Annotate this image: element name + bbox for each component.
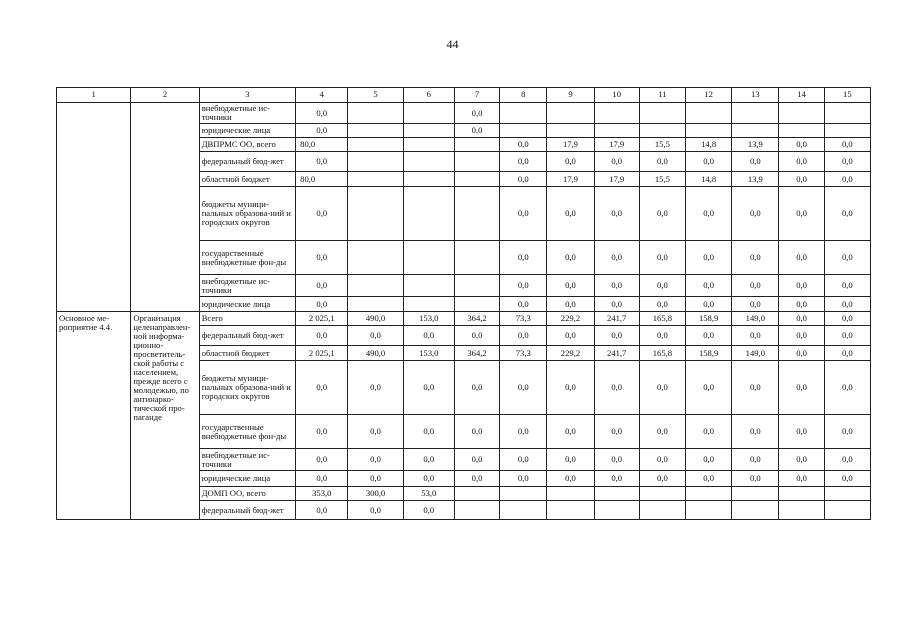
value-cell: 0,0	[779, 297, 824, 312]
value-cell: 0,0	[732, 361, 779, 415]
value-cell: 0,0	[594, 471, 639, 487]
value-cell	[779, 103, 824, 124]
value-cell	[732, 124, 779, 138]
value-cell: 0,0	[348, 449, 403, 471]
value-cell: 0,0	[296, 449, 348, 471]
value-cell: 229,2	[547, 346, 594, 361]
value-cell	[779, 487, 824, 501]
value-cell: 0,0	[779, 138, 824, 152]
value-cell	[594, 103, 639, 124]
value-cell: 0,0	[348, 415, 403, 449]
measure-description-cell: Организация целенаправлен-ной информа-ционно-просветитель-ской работы с населением, прежде всего с молодежью, по антинарко-тической про-паганде	[131, 312, 199, 520]
value-cell: 2 025,1	[296, 312, 348, 326]
value-cell: 0,0	[296, 275, 348, 297]
value-cell	[639, 501, 685, 520]
measure-cell-empty	[57, 103, 131, 312]
column-header-7: 7	[454, 88, 499, 103]
value-cell: 15,5	[639, 172, 685, 187]
funding-source-label: бюджеты муници-пальных образова-ний и городских округов	[199, 187, 295, 241]
value-cell: 0,0	[296, 326, 348, 346]
value-cell	[547, 487, 594, 501]
value-cell: 0,0	[296, 501, 348, 520]
value-cell: 0,0	[296, 241, 348, 275]
value-cell: 0,0	[500, 152, 547, 172]
value-cell: 17,9	[547, 138, 594, 152]
value-cell: 80,0	[296, 172, 348, 187]
value-cell: 0,0	[824, 241, 870, 275]
value-cell: 0,0	[686, 326, 732, 346]
value-cell: 0,0	[500, 415, 547, 449]
value-cell: 0,0	[732, 152, 779, 172]
value-cell: 0,0	[500, 275, 547, 297]
value-cell: 0,0	[500, 449, 547, 471]
value-cell	[779, 124, 824, 138]
value-cell: 0,0	[454, 449, 499, 471]
table-row	[57, 103, 871, 124]
value-cell	[454, 297, 499, 312]
value-cell	[547, 124, 594, 138]
value-cell: 165,8	[639, 312, 685, 326]
value-cell: 0,0	[732, 471, 779, 487]
funding-source-label: внебюджетные ис-точники	[199, 103, 295, 124]
value-cell: 80,0	[296, 138, 348, 152]
value-cell: 13,9	[732, 138, 779, 152]
value-cell	[500, 501, 547, 520]
value-cell: 0,0	[547, 275, 594, 297]
funding-source-label: государственные внебюджетные фон-ды	[199, 241, 295, 275]
value-cell	[824, 501, 870, 520]
value-cell: 241,7	[594, 346, 639, 361]
value-cell: 0,0	[732, 297, 779, 312]
value-cell: 0,0	[824, 172, 870, 187]
value-cell: 0,0	[547, 152, 594, 172]
value-cell: 0,0	[639, 415, 685, 449]
value-cell: 0,0	[296, 361, 348, 415]
value-cell	[348, 103, 403, 124]
value-cell: 0,0	[403, 501, 454, 520]
value-cell: 0,0	[500, 471, 547, 487]
value-cell: 17,9	[594, 172, 639, 187]
value-cell: 0,0	[824, 138, 870, 152]
value-cell: 0,0	[824, 415, 870, 449]
value-cell	[500, 103, 547, 124]
description-cell-empty	[131, 103, 199, 312]
value-cell: 15,5	[639, 138, 685, 152]
value-cell	[403, 152, 454, 172]
value-cell: 17,9	[594, 138, 639, 152]
value-cell: 229,2	[547, 312, 594, 326]
value-cell: 0,0	[686, 471, 732, 487]
value-cell: 0,0	[454, 415, 499, 449]
value-cell: 0,0	[454, 326, 499, 346]
value-cell	[547, 501, 594, 520]
funding-source-label: федеральный бюд-жет	[199, 501, 295, 520]
value-cell: 0,0	[594, 297, 639, 312]
value-cell	[348, 187, 403, 241]
value-cell: 0,0	[500, 138, 547, 152]
value-cell: 165,8	[639, 346, 685, 361]
value-cell: 0,0	[732, 275, 779, 297]
value-cell: 0,0	[594, 275, 639, 297]
funding-source-label: государственные внебюджетные фон-ды	[199, 415, 295, 449]
page-number: 44	[446, 37, 459, 51]
value-cell: 0,0	[639, 471, 685, 487]
value-cell: 0,0	[824, 326, 870, 346]
value-cell: 0,0	[779, 152, 824, 172]
value-cell: 0,0	[639, 297, 685, 312]
value-cell: 0,0	[348, 326, 403, 346]
value-cell: 0,0	[779, 361, 824, 415]
value-cell: 0,0	[500, 241, 547, 275]
value-cell: 14,8	[686, 172, 732, 187]
value-cell	[454, 187, 499, 241]
value-cell: 0,0	[500, 172, 547, 187]
value-cell: 0,0	[779, 187, 824, 241]
value-cell: 0,0	[779, 415, 824, 449]
value-cell	[686, 124, 732, 138]
value-cell: 0,0	[594, 152, 639, 172]
funding-source-label: бюджеты муници-пальных образова-ний и городских округов	[199, 361, 295, 415]
value-cell	[348, 241, 403, 275]
column-header-6: 6	[403, 88, 454, 103]
funding-source-label: ДОМП ОО, всего	[199, 487, 295, 501]
value-cell: 53,0	[403, 487, 454, 501]
value-cell: 0,0	[824, 187, 870, 241]
value-cell	[639, 487, 685, 501]
value-cell: 490,0	[348, 346, 403, 361]
funding-source-label: областной бюджет	[199, 346, 295, 361]
value-cell	[454, 172, 499, 187]
value-cell: 300,0	[348, 487, 403, 501]
value-cell	[500, 487, 547, 501]
funding-source-label: областной бюджет	[199, 172, 295, 187]
value-cell: 0,0	[403, 415, 454, 449]
value-cell: 149,0	[732, 346, 779, 361]
value-cell	[403, 103, 454, 124]
value-cell	[348, 124, 403, 138]
value-cell: 0,0	[824, 471, 870, 487]
value-cell: 0,0	[779, 312, 824, 326]
value-cell: 0,0	[547, 326, 594, 346]
value-cell	[348, 138, 403, 152]
value-cell: 0,0	[779, 172, 824, 187]
value-cell	[594, 501, 639, 520]
value-cell	[639, 124, 685, 138]
value-cell: 0,0	[403, 471, 454, 487]
value-cell: 0,0	[547, 415, 594, 449]
value-cell: 0,0	[594, 326, 639, 346]
value-cell: 0,0	[779, 241, 824, 275]
value-cell: 0,0	[639, 187, 685, 241]
value-cell: 0,0	[639, 152, 685, 172]
value-cell	[547, 103, 594, 124]
value-cell: 0,0	[824, 346, 870, 361]
value-cell: 0,0	[296, 103, 348, 124]
budget-table	[56, 87, 871, 520]
value-cell: 490,0	[348, 312, 403, 326]
value-cell: 0,0	[500, 326, 547, 346]
value-cell: 0,0	[296, 415, 348, 449]
column-header-10: 10	[594, 88, 639, 103]
value-cell: 0,0	[403, 326, 454, 346]
value-cell: 0,0	[594, 449, 639, 471]
value-cell	[824, 124, 870, 138]
value-cell: 0,0	[686, 449, 732, 471]
column-header-15: 15	[824, 88, 870, 103]
value-cell: 149,0	[732, 312, 779, 326]
value-cell: 0,0	[547, 241, 594, 275]
value-cell: 0,0	[296, 297, 348, 312]
funding-source-label: федеральный бюд-жет	[199, 326, 295, 346]
funding-source-label: ДВПРМС ОО, всего	[199, 138, 295, 152]
value-cell: 0,0	[594, 415, 639, 449]
value-cell	[454, 138, 499, 152]
value-cell	[686, 487, 732, 501]
column-header-2: 2	[131, 88, 199, 103]
value-cell: 0,0	[547, 471, 594, 487]
value-cell: 364,2	[454, 312, 499, 326]
value-cell: 0,0	[639, 241, 685, 275]
value-cell: 0,0	[500, 297, 547, 312]
value-cell: 0,0	[732, 241, 779, 275]
value-cell	[594, 124, 639, 138]
value-cell	[594, 487, 639, 501]
value-cell: 0,0	[686, 297, 732, 312]
value-cell: 0,0	[732, 449, 779, 471]
value-cell: 13,9	[732, 172, 779, 187]
value-cell: 0,0	[824, 312, 870, 326]
value-cell: 0,0	[686, 187, 732, 241]
value-cell: 0,0	[296, 152, 348, 172]
funding-source-label: юридические лица	[199, 297, 295, 312]
value-cell: 14,8	[686, 138, 732, 152]
value-cell: 0,0	[686, 275, 732, 297]
value-cell	[824, 103, 870, 124]
value-cell: 0,0	[403, 361, 454, 415]
value-cell: 0,0	[500, 187, 547, 241]
value-cell: 0,0	[639, 275, 685, 297]
value-cell	[348, 152, 403, 172]
value-cell	[639, 103, 685, 124]
value-cell	[403, 138, 454, 152]
funding-source-label: юридические лица	[199, 124, 295, 138]
value-cell	[732, 501, 779, 520]
value-cell: 0,0	[296, 187, 348, 241]
value-cell: 0,0	[594, 361, 639, 415]
value-cell: 0,0	[779, 275, 824, 297]
value-cell: 0,0	[594, 187, 639, 241]
value-cell: 0,0	[500, 361, 547, 415]
value-cell: 0,0	[348, 471, 403, 487]
funding-source-label: юридические лица	[199, 471, 295, 487]
funding-source-label: Всего	[199, 312, 295, 326]
value-cell: 241,7	[594, 312, 639, 326]
column-header-11: 11	[639, 88, 685, 103]
value-cell	[732, 103, 779, 124]
value-cell: 0,0	[296, 471, 348, 487]
value-cell: 353,0	[296, 487, 348, 501]
value-cell: 0,0	[454, 361, 499, 415]
value-cell	[348, 172, 403, 187]
value-cell	[454, 152, 499, 172]
value-cell	[403, 241, 454, 275]
value-cell: 0,0	[348, 501, 403, 520]
value-cell: 0,0	[296, 124, 348, 138]
value-cell: 0,0	[639, 326, 685, 346]
column-header-row	[57, 88, 871, 103]
value-cell: 0,0	[547, 449, 594, 471]
value-cell: 0,0	[348, 361, 403, 415]
value-cell: 0,0	[403, 449, 454, 471]
value-cell: 158,9	[686, 312, 732, 326]
value-cell	[686, 103, 732, 124]
column-header-8: 8	[500, 88, 547, 103]
column-header-13: 13	[732, 88, 779, 103]
value-cell: 0,0	[824, 297, 870, 312]
table-row	[57, 312, 871, 326]
value-cell: 0,0	[686, 241, 732, 275]
value-cell: 2 025,1	[296, 346, 348, 361]
value-cell: 73,3	[500, 346, 547, 361]
column-header-1: 1	[57, 88, 131, 103]
value-cell	[403, 172, 454, 187]
value-cell	[403, 187, 454, 241]
value-cell	[403, 275, 454, 297]
value-cell	[454, 487, 499, 501]
value-cell: 0,0	[779, 471, 824, 487]
value-cell: 0,0	[454, 471, 499, 487]
value-cell: 0,0	[732, 187, 779, 241]
value-cell: 0,0	[686, 361, 732, 415]
value-cell: 153,0	[403, 312, 454, 326]
main-measure-cell: Основное ме-роприятие 4.4.	[57, 312, 131, 520]
value-cell	[454, 275, 499, 297]
value-cell: 0,0	[824, 152, 870, 172]
value-cell: 0,0	[547, 297, 594, 312]
value-cell	[454, 241, 499, 275]
funding-source-label: федеральный бюд-жет	[199, 152, 295, 172]
value-cell: 0,0	[594, 241, 639, 275]
value-cell	[824, 487, 870, 501]
column-header-9: 9	[547, 88, 594, 103]
value-cell: 0,0	[779, 346, 824, 361]
column-header-12: 12	[686, 88, 732, 103]
value-cell: 0,0	[824, 449, 870, 471]
value-cell: 0,0	[824, 361, 870, 415]
value-cell: 0,0	[779, 326, 824, 346]
value-cell: 0,0	[454, 103, 499, 124]
value-cell	[454, 501, 499, 520]
value-cell	[500, 124, 547, 138]
value-cell: 0,0	[686, 152, 732, 172]
value-cell: 0,0	[732, 415, 779, 449]
value-cell: 0,0	[547, 187, 594, 241]
value-cell	[403, 124, 454, 138]
column-header-4: 4	[296, 88, 348, 103]
funding-source-label: внебюджетные ис-точники	[199, 449, 295, 471]
value-cell: 73,3	[500, 312, 547, 326]
value-cell: 0,0	[454, 124, 499, 138]
value-cell	[732, 487, 779, 501]
value-cell: 0,0	[547, 361, 594, 415]
value-cell: 153,0	[403, 346, 454, 361]
value-cell	[403, 297, 454, 312]
funding-source-label: внебюджетные ис-точники	[199, 275, 295, 297]
value-cell: 0,0	[639, 361, 685, 415]
value-cell	[779, 501, 824, 520]
value-cell: 0,0	[824, 275, 870, 297]
column-header-3: 3	[199, 88, 295, 103]
value-cell: 158,9	[686, 346, 732, 361]
value-cell	[348, 297, 403, 312]
column-header-5: 5	[348, 88, 403, 103]
value-cell: 0,0	[732, 326, 779, 346]
value-cell	[348, 275, 403, 297]
value-cell: 364,2	[454, 346, 499, 361]
value-cell: 0,0	[779, 449, 824, 471]
value-cell: 0,0	[639, 449, 685, 471]
value-cell: 0,0	[686, 415, 732, 449]
value-cell	[686, 501, 732, 520]
column-header-14: 14	[779, 88, 824, 103]
value-cell: 17,9	[547, 172, 594, 187]
